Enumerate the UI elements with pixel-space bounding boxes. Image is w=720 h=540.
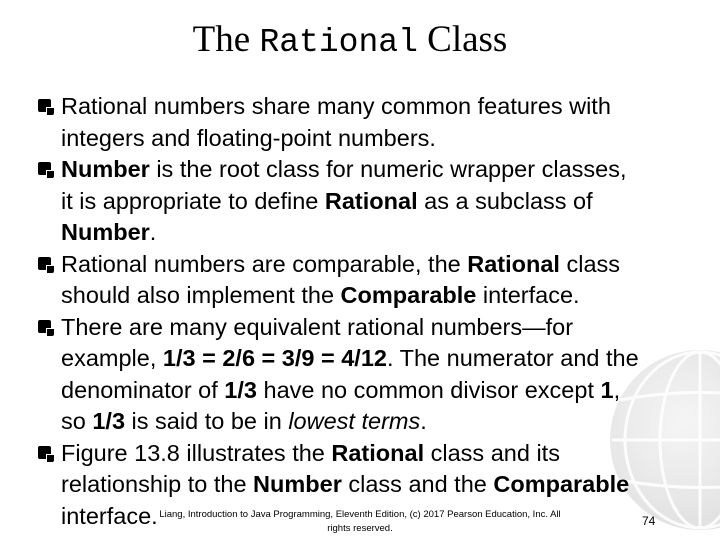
bullet-line <box>61 469 703 501</box>
text-run: should also implement the <box>61 282 341 308</box>
bullet-item <box>38 249 703 312</box>
bullet-line <box>61 217 703 249</box>
footer-line-2: rights reserved. <box>327 523 393 534</box>
italic-term: lowest terms <box>288 408 421 434</box>
text-run: . <box>420 408 427 434</box>
bullet-line <box>61 375 703 407</box>
title-suffix: Class <box>417 19 508 60</box>
text-run: Rational numbers share many common features with <box>61 93 611 119</box>
page-number: 74 <box>642 514 656 528</box>
bullet-line <box>61 91 703 123</box>
text-run: . <box>149 219 157 245</box>
slide-title <box>0 18 700 65</box>
title-prefix: The <box>192 19 260 60</box>
bullet-item <box>38 312 703 438</box>
bold-term: 1/3 <box>92 408 126 434</box>
bullet-checkbox-icon <box>38 99 51 112</box>
bold-term: Number <box>61 219 150 245</box>
text-run: interface. <box>476 282 580 308</box>
text-run: denominator of <box>61 376 225 403</box>
text-run: have no common divisor except <box>256 376 601 403</box>
text-run: class and its <box>424 439 560 466</box>
bullet-item <box>38 154 703 249</box>
text-run: relationship to the <box>61 471 254 497</box>
bold-term: Comparable <box>340 282 477 308</box>
bold-term: 1/3 <box>224 376 257 403</box>
text-run: it is appropriate to define <box>61 187 325 214</box>
text-run: is the root class for numeric wrapper classes, <box>149 156 627 182</box>
title-code: Rational <box>259 24 418 61</box>
bullet-list <box>38 91 703 532</box>
footer-line-1: Liang, Introduction to Java Programming, Eleventh Edition, (c) 2017 Pearson Education, Inc. All <box>159 509 561 520</box>
bullet-line <box>61 438 703 470</box>
bullet-checkbox-icon <box>38 446 51 459</box>
bold-term: Rational <box>331 439 425 466</box>
text-run: so <box>61 408 93 434</box>
text-run: integers and floating-point numbers. <box>61 124 436 151</box>
text-run: example, <box>61 345 163 371</box>
bullet-checkbox-icon <box>38 320 51 333</box>
bold-term: Rational <box>324 187 418 214</box>
text-run: is said to be in <box>125 408 289 434</box>
bullet-item <box>38 91 703 154</box>
bullet-line <box>61 312 703 344</box>
bullet-line <box>61 343 703 375</box>
bullet-line <box>61 186 703 218</box>
bullet-line <box>61 154 703 186</box>
text-run: interface. <box>61 502 158 529</box>
bold-term: Rational <box>467 250 560 277</box>
bold-term: Comparable <box>493 471 630 497</box>
bullet-line <box>61 123 703 155</box>
bullet-checkbox-icon <box>38 162 51 175</box>
bullet-line <box>61 280 703 312</box>
text-run: . The numerator and the <box>386 345 639 371</box>
bold-term: Number <box>253 471 342 497</box>
bullet-line <box>61 406 703 438</box>
bullet-checkbox-icon <box>38 257 51 270</box>
text-run: , <box>613 376 621 403</box>
text-run: class <box>559 250 621 277</box>
text-run: Figure 13.8 illustrates the <box>61 439 332 466</box>
bullet-line <box>61 249 703 281</box>
text-run: as a subclass of <box>417 187 593 214</box>
copyright-footer <box>140 508 580 536</box>
text-run: class and the <box>341 471 494 497</box>
bold-term: 1 <box>600 376 614 403</box>
text-run: Rational numbers are comparable, the <box>61 250 468 277</box>
bold-term: 1/3 = 2/6 = 3/9 = 4/12 <box>162 345 387 371</box>
bold-term: Number <box>61 156 150 182</box>
text-run: There are many equivalent rational numbers—for <box>61 313 574 340</box>
